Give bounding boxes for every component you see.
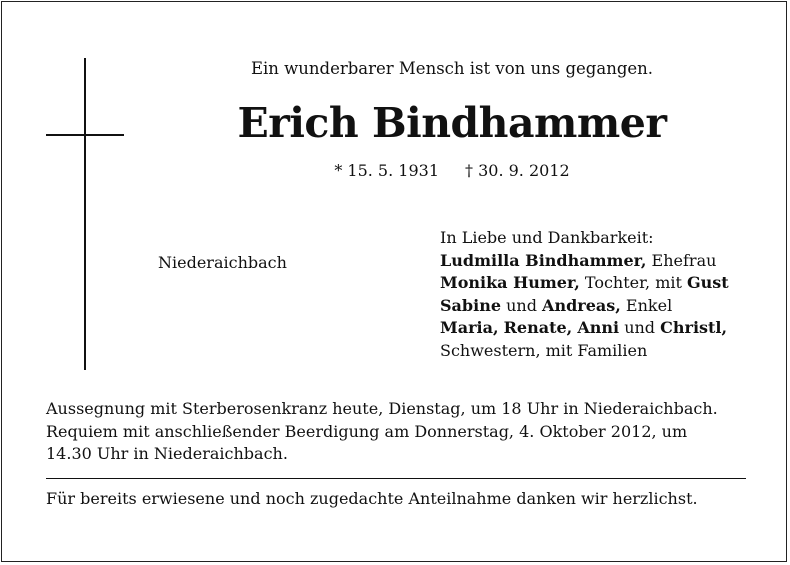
mourner-name: Christl, (660, 318, 728, 338)
death-date: † 30. 9. 2012 (465, 161, 570, 180)
mourner-name: Anni (577, 318, 620, 338)
mourner-conjunction: und (501, 295, 543, 315)
mourner-conjunction: und (619, 318, 661, 338)
mourner-line (440, 317, 729, 340)
service-line: 14.30 Uhr in Niederaichbach. (46, 444, 288, 463)
mourner-name: Gust (687, 273, 729, 293)
mourner-line (440, 272, 729, 295)
mourner-name: Ludmilla Bindhammer, (440, 250, 647, 270)
service-line: Aussegnung mit Sterberosenkranz heute, Dienstag, um 18 Uhr in Niederaichbach. (46, 399, 718, 418)
mourner-name: Monika Humer, (440, 273, 580, 293)
mourner-relation: Enkel (620, 295, 673, 315)
mourner-name: Sabine (440, 295, 501, 315)
mourner-line (440, 250, 729, 273)
mourner-relation: Tochter, mit (579, 273, 687, 293)
mourner-name: Andreas, (542, 295, 621, 315)
divider (46, 478, 746, 479)
thanks-text: Für bereits erwiesene und noch zugedachte Anteilnahme danken wir herzlichst. (46, 489, 698, 508)
life-dates (0, 160, 790, 182)
birth-date: * 15. 5. 1931 (334, 161, 439, 180)
mourner-name: Renate, (503, 318, 573, 338)
place-name: Niederaichbach (158, 253, 287, 272)
mourner-line (440, 340, 729, 363)
mourner-relation: Schwestern, mit Familien (440, 340, 648, 360)
mourner-line (440, 295, 729, 318)
service-info (46, 398, 746, 466)
mourners-list (440, 227, 729, 363)
mourners-intro: In Liebe und Dankbarkeit: (440, 228, 654, 247)
mourner-relation: Ehefrau (646, 250, 717, 270)
service-line: Requiem mit anschließender Beerdigung am Donnerstag, 4. Oktober 2012, um (46, 421, 688, 441)
intro-text: Ein wunderbarer Mensch ist von uns gegangen. (250, 59, 654, 78)
mourner-name: Maria, (440, 318, 499, 338)
deceased-name: Erich Bindhammer (237, 99, 667, 147)
